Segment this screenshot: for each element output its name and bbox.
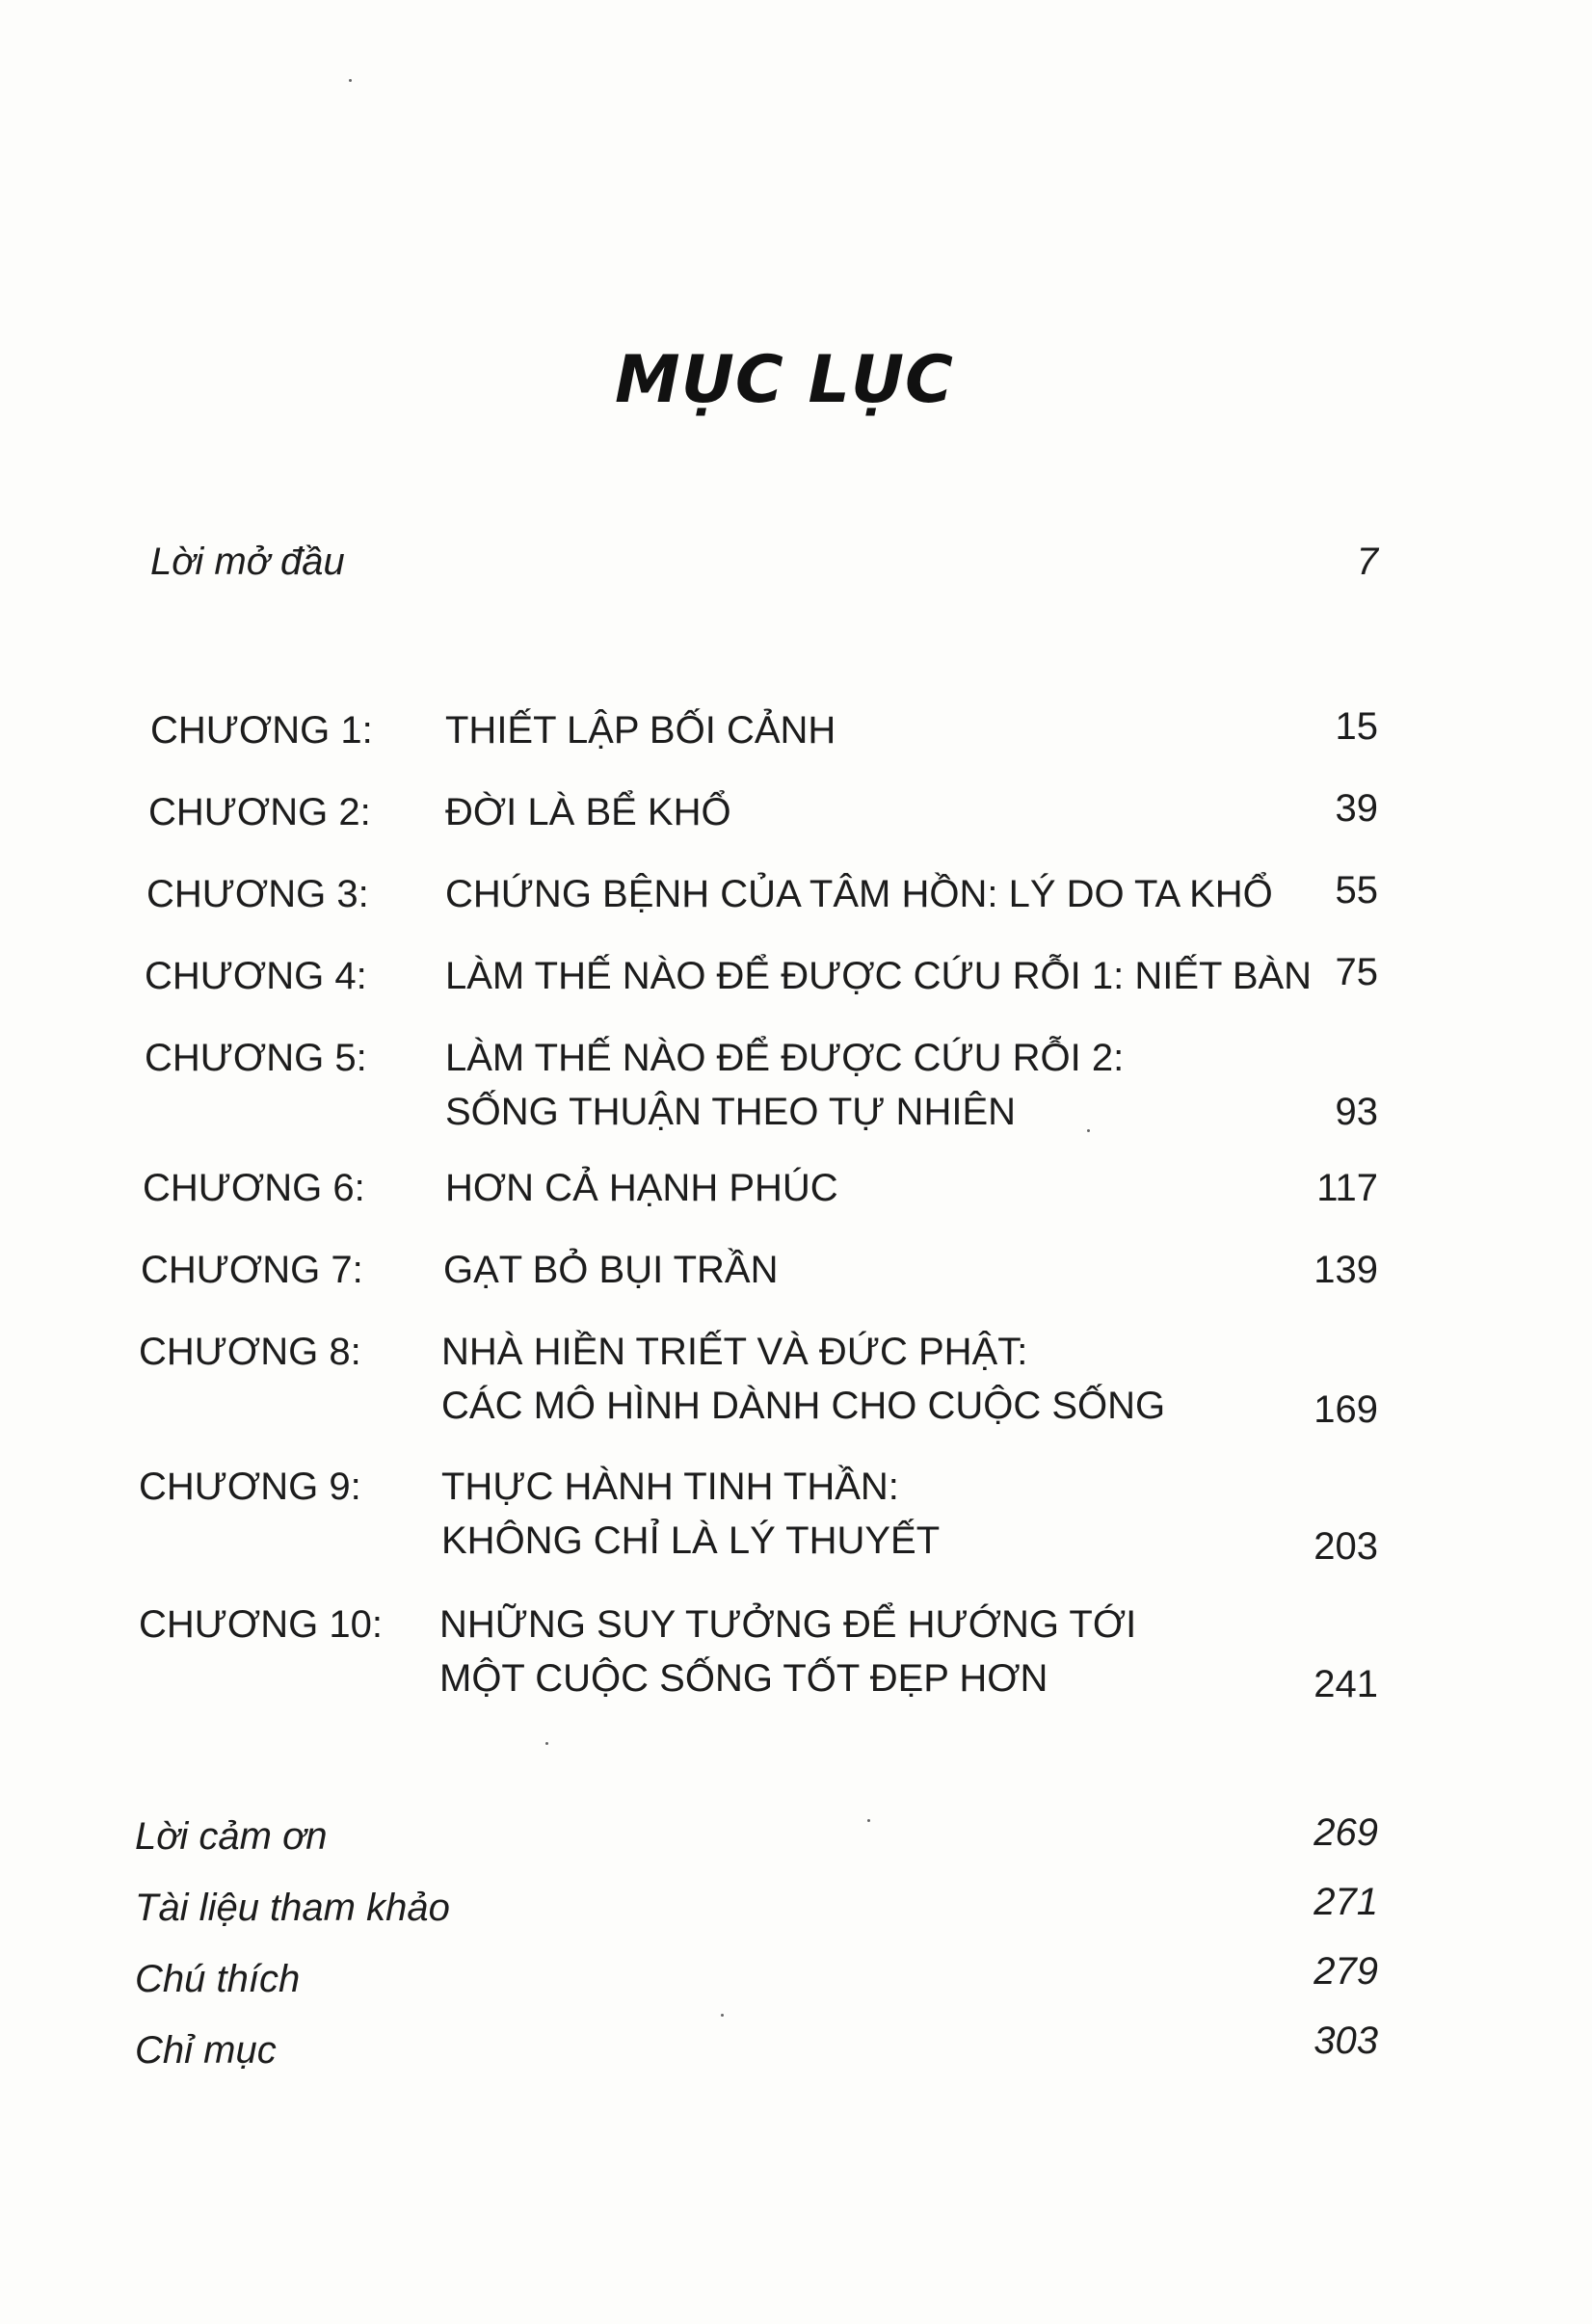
chapter-title-line: CHỨNG BỆNH CỦA TÂM HỒN: LÝ DO TA KHỔ bbox=[445, 873, 1273, 915]
chapter-title-line: THỰC HÀNH TINH THẦN: bbox=[441, 1466, 899, 1508]
chapter-page: 241 bbox=[1313, 1663, 1378, 1705]
chapter-title bbox=[445, 703, 836, 757]
chapter-row bbox=[135, 1598, 1378, 1705]
chapter-title bbox=[445, 1161, 838, 1215]
chapter-label: CHƯƠNG 9: bbox=[139, 1466, 361, 1508]
chapter-label: CHƯƠNG 1: bbox=[150, 709, 373, 752]
scan-speck bbox=[867, 1819, 870, 1822]
chapter-page: 169 bbox=[1313, 1388, 1378, 1431]
chapter-title bbox=[443, 1243, 778, 1297]
chapter-title-line: KHÔNG CHỈ LÀ LÝ THUYẾT bbox=[441, 1519, 941, 1562]
chapter-title bbox=[445, 867, 1273, 921]
chapter-label: CHƯƠNG 7: bbox=[141, 1249, 363, 1291]
toc-intro-row bbox=[135, 535, 1378, 589]
chapter-row bbox=[135, 1031, 1378, 1139]
chapter-row bbox=[135, 1460, 1378, 1568]
intro-page: 7 bbox=[1356, 541, 1378, 583]
backmatter-page: 269 bbox=[1313, 1811, 1378, 1854]
intro-label: Lời mở đầu bbox=[150, 541, 345, 583]
chapter-page: 15 bbox=[1335, 705, 1378, 748]
chapter-label: CHƯƠNG 5: bbox=[145, 1037, 367, 1079]
chapter-title bbox=[439, 1598, 1136, 1705]
chapter-label: CHƯƠNG 6: bbox=[143, 1167, 365, 1209]
chapter-title bbox=[445, 785, 731, 839]
chapter-label: CHƯƠNG 2: bbox=[148, 791, 371, 833]
chapter-title-line: LÀM THẾ NÀO ĐỂ ĐƯỢC CỨU RỖI 2: bbox=[445, 1037, 1125, 1079]
chapter-title-line: LÀM THẾ NÀO ĐỂ ĐƯỢC CỨU RỖI 1: NIẾT BÀN bbox=[445, 955, 1313, 997]
chapter-page: 117 bbox=[1316, 1167, 1378, 1209]
chapter-row bbox=[135, 867, 1378, 921]
scan-speck bbox=[349, 79, 352, 82]
backmatter-label: Chỉ mục bbox=[135, 2029, 277, 2072]
chapter-title-line: CÁC MÔ HÌNH DÀNH CHO CUỘC SỐNG bbox=[441, 1385, 1166, 1427]
chapter-page: 93 bbox=[1335, 1091, 1378, 1133]
backmatter-page: 279 bbox=[1313, 1950, 1378, 1993]
chapter-row bbox=[135, 949, 1378, 1003]
scan-speck bbox=[1087, 1129, 1090, 1132]
chapter-title-line: GẠT BỎ BỤI TRẦN bbox=[443, 1249, 779, 1291]
toc-backmatter-row bbox=[135, 2020, 1378, 2077]
toc-backmatter-row bbox=[135, 1952, 1378, 2006]
toc-backmatter-row bbox=[135, 1809, 1378, 1863]
backmatter-page: 271 bbox=[1313, 1881, 1378, 1923]
chapter-page: 203 bbox=[1313, 1525, 1378, 1568]
chapter-title-line: NHỮNG SUY TƯỞNG ĐỂ HƯỚNG TỚI bbox=[439, 1603, 1137, 1646]
chapter-page: 139 bbox=[1313, 1249, 1378, 1291]
chapter-row bbox=[135, 703, 1378, 757]
chapter-title bbox=[441, 1460, 940, 1568]
chapter-row bbox=[135, 1243, 1378, 1297]
backmatter-label: Tài liệu tham khảo bbox=[135, 1887, 450, 1929]
chapter-title-line: HƠN CẢ HẠNH PHÚC bbox=[445, 1167, 838, 1209]
backmatter-page: 303 bbox=[1313, 2020, 1378, 2062]
chapter-title-line: SỐNG THUẬN THEO TỰ NHIÊN bbox=[445, 1091, 1017, 1133]
backmatter-label: Lời cảm ơn bbox=[135, 1815, 328, 1858]
chapter-title bbox=[441, 1325, 1165, 1433]
chapter-row bbox=[135, 785, 1378, 839]
backmatter-label: Chú thích bbox=[135, 1958, 301, 2000]
chapter-title bbox=[445, 949, 1312, 1003]
chapter-page: 55 bbox=[1335, 869, 1378, 911]
chapter-label: CHƯƠNG 3: bbox=[146, 873, 369, 915]
chapter-row bbox=[135, 1161, 1378, 1215]
chapter-page: 75 bbox=[1335, 951, 1378, 993]
chapter-title bbox=[445, 1031, 1124, 1139]
chapter-label: CHƯƠNG 4: bbox=[145, 955, 367, 997]
chapter-page: 39 bbox=[1335, 787, 1378, 830]
chapter-title-line: NHÀ HIỀN TRIẾT VÀ ĐỨC PHẬT: bbox=[441, 1331, 1028, 1373]
scan-speck bbox=[545, 1742, 548, 1745]
scan-speck bbox=[721, 2014, 724, 2017]
chapter-title-line: THIẾT LẬP BỐI CẢNH bbox=[445, 709, 836, 752]
toc-backmatter-row bbox=[135, 1881, 1378, 1935]
chapter-label: CHƯƠNG 10: bbox=[139, 1603, 383, 1646]
chapter-label: CHƯƠNG 8: bbox=[139, 1331, 361, 1373]
chapter-title-line: ĐỜI LÀ BỂ KHỔ bbox=[445, 791, 731, 833]
page-title: MỤC LỤC bbox=[615, 342, 954, 418]
chapter-row bbox=[135, 1325, 1378, 1433]
chapter-title-line: MỘT CUỘC SỐNG TỐT ĐẸP HƠN bbox=[439, 1657, 1048, 1700]
